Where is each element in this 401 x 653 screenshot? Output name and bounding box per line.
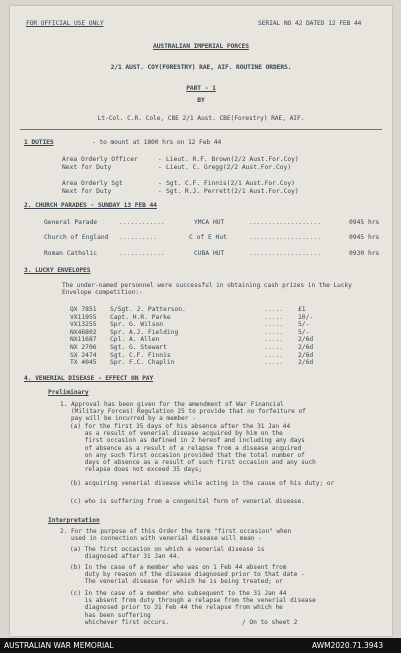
envelope-service-no: SX 2474 [70, 351, 97, 359]
envelope-row [70, 321, 370, 328]
document-sheet [10, 6, 392, 636]
duty-row [62, 164, 382, 171]
envelope-row [70, 352, 370, 359]
envelope-service-no: NX 2706 [70, 344, 97, 351]
serial-number: SERIAL NO 42 DATED 12 FEB 44 [258, 20, 362, 27]
church-heading: 2. CHURCH PARADES - SUNDAY 13 FEB 44 [24, 202, 157, 209]
duty-role: Area Orderly Officer [62, 156, 138, 163]
church-row [44, 234, 384, 241]
classification-label: FOR OFFICIAL USE ONLY [26, 20, 104, 27]
envelope-service-no: QX 7851 [70, 306, 97, 313]
envelope-name: Sgt. G. Stewart [110, 344, 167, 351]
duty-name: Sgt. R.J. Perrett(2/1 Aust.For.Coy) [166, 188, 299, 195]
duty-role: Next for Duty [62, 164, 112, 171]
preliminary-heading: Preliminary [48, 389, 89, 396]
leader-dots: ............ [119, 219, 165, 226]
church-place: CUBA HUT [194, 250, 225, 257]
envelope-row [70, 306, 370, 313]
envelope-row [70, 329, 370, 336]
church-place: C of E Hut [189, 234, 227, 241]
leader-dots: ................... [249, 219, 322, 226]
envelope-row [70, 336, 370, 343]
duty-dash: - [158, 164, 162, 171]
duty-row [62, 188, 382, 195]
vd-heading: 4. VENERIAL DISEASE - EFFECT ON PAY [24, 375, 154, 382]
church-place: YMCA HUT [194, 219, 225, 226]
envelope-prize: 2/6d [298, 344, 314, 351]
force-title: AUSTRALIAN IMPERIAL FORCES [153, 43, 249, 50]
leader-dots: ..... [264, 306, 283, 313]
duty-dash: - [158, 188, 162, 195]
envelope-name: Spr. G. Wilson [110, 321, 164, 329]
church-service: Roman Catholic [44, 250, 98, 257]
church-service: Church of England [44, 234, 109, 241]
envelope-name: Cpl. A. Allen [110, 336, 160, 344]
para-1: 1. Approval has been given for the amendment of War Financial (Military Forces) Regulation 25 to provide that no forfeiture of pay will be incurred by a member - [60, 401, 306, 423]
church-service: General Parade [44, 219, 98, 226]
church-row [44, 219, 384, 226]
part-label: PART - 1 [186, 85, 216, 92]
duty-role: Area Orderly Sgt [62, 180, 123, 187]
church-time: 0930 hrs [349, 250, 380, 257]
envelope-service-no: VX13255 [70, 321, 97, 329]
commander-line: Lt-Col. C.R. Cole, CBE 2/1 Aust. CBE(Forestry) RAE, AIF. [97, 115, 305, 122]
para-1b: (b) acquiring venerial disease while acting in the cause of his duty; or [70, 480, 335, 487]
duties-lead: - to mount at 1800 hrs on 12 Feb 44 [92, 139, 222, 146]
by-label: BY [197, 97, 205, 104]
duty-dash: - [158, 156, 162, 163]
leader-dots: ..... [264, 321, 283, 329]
duty-name: Lieut. R.F. Brown(2/2 Aust.For.Coy) [166, 156, 299, 163]
duty-name: Lieut. C. Gregg(2/2 Aust.For.Coy) [166, 164, 292, 171]
envelope-name: Spr. F.C. Chaplin [110, 359, 175, 367]
envelopes-intro: The under-named personnel were successful in obtaining cash prizes in the Lucky Envelope competition:- [62, 282, 352, 297]
church-time: 0945 hrs [349, 219, 380, 226]
archive-footer [0, 638, 401, 653]
envelope-row [70, 314, 370, 321]
envelope-name: Sgt. C.F. Finnis [110, 351, 171, 359]
envelope-prize: 5/- [298, 321, 310, 329]
envelope-service-no: TX 4045 [70, 359, 97, 367]
envelopes-heading: 3. LUCKY ENVELOPES [24, 267, 91, 274]
leader-dots: ..... [264, 359, 283, 367]
duty-row [62, 180, 382, 187]
leader-dots: ..... [264, 344, 283, 351]
leader-dots: ..... [264, 351, 283, 359]
header-divider [20, 129, 382, 130]
leader-dots: ..... [264, 313, 283, 321]
duties-heading: 1 DUTIES [24, 139, 54, 146]
duty-row [62, 156, 382, 163]
interpretation-heading: Interpretation [48, 517, 100, 524]
envelope-service-no: NX11687 [70, 336, 97, 344]
archive-reference: AWM2020.71.3943 [312, 641, 384, 650]
envelope-service-no: VX11955 [70, 313, 97, 321]
leader-dots: ..... [264, 328, 283, 336]
para-2c: (c) In the case of a member who subsequent to the 31 Jan 44 is absent from duty through a relapse from the venerial disease diagnosed prior to 31 Feb 44 the relapse from which he has been suffering whichever first occurs. [70, 590, 316, 626]
envelope-row [70, 344, 370, 351]
envelope-row [70, 359, 370, 366]
archive-name: AUSTRALIAN WAR MEMORIAL [4, 641, 114, 650]
envelope-name: Capt. H.R. Parke [110, 313, 171, 321]
duty-role: Next for Duty [62, 188, 112, 195]
leader-dots: ............ [119, 250, 165, 257]
orders-title: 2/1 AUST. COY(FORESTRY) RAE, AIF. ROUTINE ORDERS. [110, 64, 292, 71]
leader-dots: .......... [119, 234, 157, 241]
leader-dots: ................... [249, 250, 322, 257]
para-2a: (a) The first occasion on which a venerial disease is diagnosed after 31 Jan 44. [70, 546, 265, 561]
church-time: 0945 hrs [349, 234, 380, 241]
envelope-name: S/Sgt. J. Patterson. [110, 306, 186, 313]
continued-note: / On to sheet 2 [242, 619, 298, 626]
church-row [44, 250, 384, 257]
duty-dash: - [158, 180, 162, 187]
envelope-prize: 5/- [298, 328, 310, 336]
envelope-prize: 2/6d [298, 336, 314, 344]
duty-name: Sgt. C.F. Finnis(2/1 Aust.For.Coy) [166, 180, 295, 187]
para-1c: (c) who is suffering from a congenital form of venerial disease. [70, 498, 305, 505]
envelope-prize: 2/6d [298, 359, 314, 367]
leader-dots: ................... [249, 234, 322, 241]
envelope-prize: £1 [298, 306, 306, 313]
envelope-name: Spr. A.J. Fielding [110, 328, 179, 336]
leader-dots: ..... [264, 336, 283, 344]
envelope-prize: 10/- [298, 313, 314, 321]
para-2: 2. For the purpose of this Order the term "first occasion" when used in connection with venerial disease will mean - [60, 528, 292, 543]
envelope-service-no: NX46802 [70, 328, 97, 336]
para-2b: (b) In the case of a member who was on 1 Feb 44 absent from duty by reason of the disease diagnosed prior to that date - The venerial disease for which he is being treated; or [70, 564, 305, 586]
para-1a: (a) for the first 35 days of his absence after the 31 Jan 44 as a result of venerial disease acquired by him on the first occasion as defined in 2 hereof and including any days of absence as a result of a relapse from a disease acquired on any such first occasion provided that the total number of days of absence as a result of such first occasion and any such relapse does not exceed 35 days; [70, 423, 316, 474]
envelope-prize: 2/6d [298, 351, 314, 359]
